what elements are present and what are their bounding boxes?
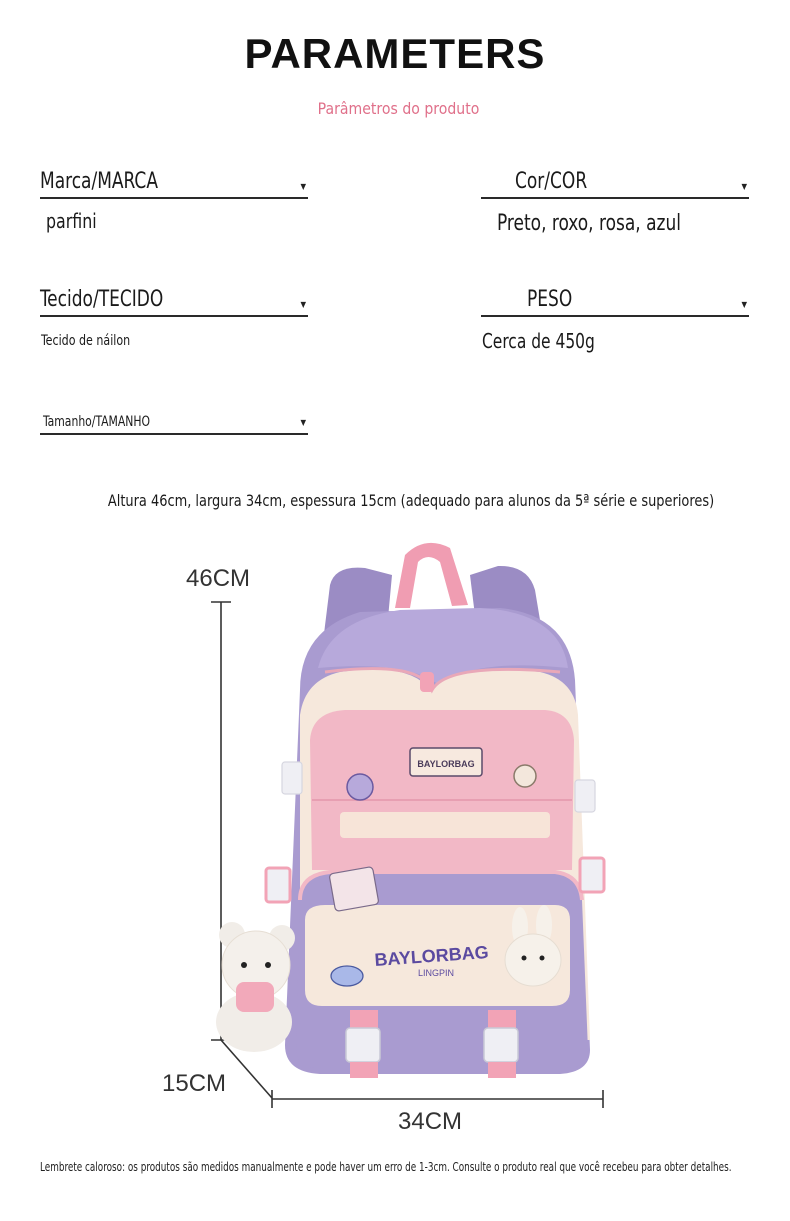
rocket-pin-icon [331, 966, 363, 986]
page-title: PARAMETERS [244, 30, 546, 77]
astronaut-badge-icon [514, 765, 536, 787]
param-fabric-value: Tecido de náilon [41, 333, 131, 349]
dropdown-arrow-icon: ▼ [300, 300, 306, 309]
brand-patch-text: BAYLORBAG [417, 759, 475, 769]
param-color-label: Cor/COR [515, 169, 588, 194]
dimensions-text: Altura 46cm, largura 34cm, espessura 15cm (adequado para alunos da 5ª série e superiores) [107, 491, 715, 510]
param-color-label-row [481, 167, 749, 199]
front-logo-text: BAYLORBAG [373, 942, 490, 970]
astronaut-pin-icon [347, 774, 373, 800]
page-subtitle: Parâmetros do produto [317, 99, 480, 118]
footer-note: Lembrete caloroso: os produtos são medidos manualmente e pode haver um erro de 1-3cm. Consulte o produto real que você recebeu para obter detalhes. [40, 1160, 732, 1174]
dropdown-arrow-icon: ▼ [300, 418, 306, 427]
param-weight-label-row [481, 285, 749, 317]
param-weight-value: Cerca de 450g [482, 329, 595, 353]
param-size [40, 411, 308, 435]
param-brand-label-row [40, 167, 308, 199]
param-weight-label: PESO [527, 287, 573, 312]
height-label: 46CM [186, 565, 251, 592]
param-brand [40, 167, 308, 233]
dropdown-arrow-icon: ▼ [741, 300, 747, 309]
param-brand-label: Marca/MARCA [40, 169, 158, 194]
param-size-label-row [40, 411, 308, 435]
dropdown-arrow-icon: ▼ [300, 182, 306, 191]
width-label: 34CM [398, 1108, 463, 1135]
param-fabric [40, 285, 308, 349]
bear-plush-icon [216, 922, 295, 1052]
dropdown-arrow-icon: ▼ [741, 182, 747, 191]
param-brand-value: parfini [46, 209, 97, 233]
keychain-charm-icon [329, 866, 379, 911]
param-fabric-label: Tecido/TECIDO [40, 287, 164, 312]
zipper-pull-top [420, 672, 434, 692]
param-weight [481, 285, 749, 353]
param-color-value: Preto, roxo, rosa, azul [497, 211, 681, 236]
param-fabric-label-row [40, 285, 308, 317]
depth-label: 15CM [162, 1070, 227, 1097]
top-handle [395, 543, 468, 608]
pink-pocket-strap [340, 812, 550, 838]
param-color [481, 167, 749, 236]
param-size-label: Tamanho/TAMANHO [43, 414, 151, 430]
front-logo-sub: LINGPIN [417, 968, 455, 978]
backpack-diagram [0, 530, 790, 1140]
